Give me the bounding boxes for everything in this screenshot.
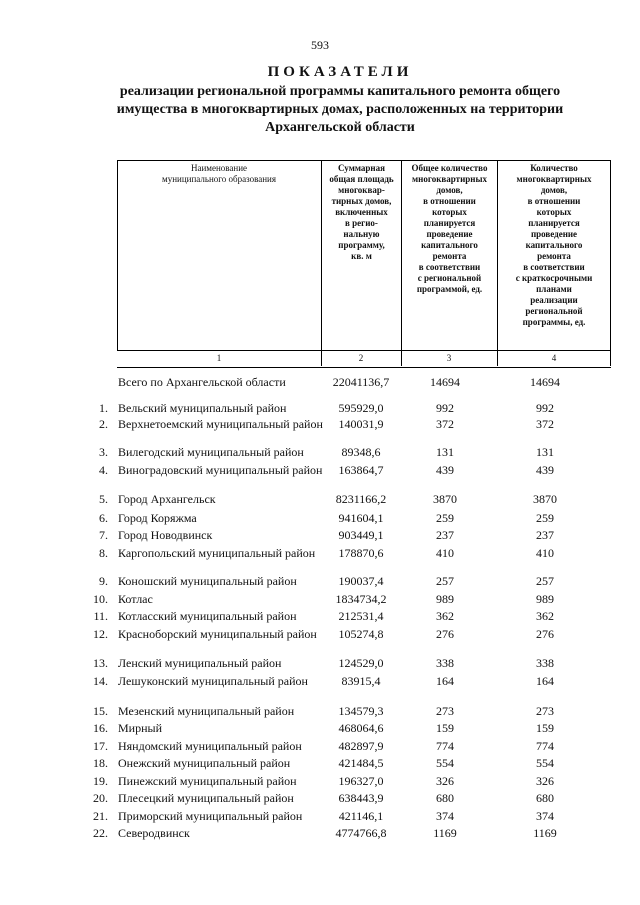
- row-area: 212531,4: [338, 609, 384, 623]
- row-total-houses: 989: [436, 592, 454, 606]
- row-short-houses: 259: [536, 511, 554, 525]
- row-number: 7.: [99, 528, 108, 542]
- row-name: Каргопольский муниципальный район: [118, 546, 316, 560]
- row-total-houses: 374: [436, 809, 454, 823]
- row-area: 83915,4: [341, 674, 381, 688]
- row-short-houses: 338: [536, 656, 554, 670]
- row-total-houses: 259: [436, 511, 454, 525]
- row-area: 421146,1: [338, 809, 384, 823]
- row-area: 421484,5: [338, 756, 384, 770]
- row-name: Котлас: [118, 592, 153, 606]
- row-name: Вельский муниципальный район: [118, 401, 287, 415]
- column-number: 2: [358, 353, 364, 363]
- header-total-houses: Общее количество многоквартирных домов, в отношении которых планируется проведение капитального ремонта в соответствии с региональной программой, ед.: [401, 161, 497, 366]
- row-short-houses: 374: [536, 809, 554, 823]
- row-name: Мирный: [118, 721, 162, 735]
- row-name: Северодвинск: [118, 826, 190, 840]
- row-number: 14.: [93, 674, 108, 688]
- row-number: 9.: [99, 574, 108, 588]
- column-number: 4: [551, 353, 557, 363]
- row-name: Лешуконский муниципальный район: [118, 674, 308, 688]
- row-area: 468064,6: [338, 721, 384, 735]
- row-area: 196327,0: [338, 774, 384, 788]
- row-short-houses: 131: [536, 445, 554, 459]
- page-number: 593: [311, 38, 329, 52]
- column-number: 3: [446, 353, 452, 363]
- row-short-houses: 164: [536, 674, 554, 688]
- row-number: 3.: [99, 445, 108, 459]
- row-short-houses: 372: [536, 417, 554, 431]
- row-total-houses: 14694: [430, 375, 460, 389]
- row-number: 12.: [93, 627, 108, 641]
- row-short-houses: 273: [536, 704, 554, 718]
- row-name: Приморский муниципальный район: [118, 809, 303, 823]
- row-area: 124529,0: [338, 656, 384, 670]
- row-number: 20.: [93, 791, 108, 805]
- row-total-houses: 131: [436, 445, 454, 459]
- row-total-houses: 257: [436, 574, 454, 588]
- row-total-houses: 439: [436, 463, 454, 477]
- row-number: 18.: [93, 756, 108, 770]
- title-main: ПОКАЗАТЕЛИ: [267, 64, 413, 80]
- row-total-houses: 164: [436, 674, 454, 688]
- row-short-houses: 14694: [530, 375, 560, 389]
- row-short-houses: 276: [536, 627, 554, 641]
- header-short-term-houses: Количество многоквартирных домов, в отношении которых планируется проведение капитального ремонта в соответствии с краткосрочными планами реализации региональной программы, ед.: [497, 161, 611, 366]
- row-name: Верхнетоемский муниципальный район: [118, 417, 323, 431]
- row-area: 89348,6: [341, 445, 381, 459]
- header-number-row: [117, 350, 611, 368]
- row-name: Город Коряжма: [118, 511, 197, 525]
- row-name: Город Архангельск: [118, 492, 216, 506]
- row-total-houses: 326: [436, 774, 454, 788]
- title-line-1: реализации региональной программы капитального ремонта общего: [119, 84, 561, 99]
- row-short-houses: 237: [536, 528, 554, 542]
- row-number: 5.: [99, 492, 108, 506]
- title-line-3: Архангельской области: [265, 120, 415, 135]
- row-number: 17.: [93, 739, 108, 753]
- row-area: 190037,4: [338, 574, 384, 588]
- row-number: 10.: [93, 592, 108, 606]
- row-area: 22041136,7: [332, 375, 390, 389]
- row-total-houses: 992: [436, 401, 454, 415]
- row-area: 595929,0: [338, 401, 384, 415]
- row-number: 22.: [93, 826, 108, 840]
- row-short-houses: 159: [536, 721, 554, 735]
- row-area: 941604,1: [338, 511, 384, 525]
- row-short-houses: 680: [536, 791, 554, 805]
- column-number: 1: [216, 353, 222, 363]
- row-number: 13.: [93, 656, 108, 670]
- row-short-houses: 774: [536, 739, 554, 753]
- row-area: 178870,6: [338, 546, 384, 560]
- row-number: 15.: [93, 704, 108, 718]
- row-total-houses: 237: [436, 528, 454, 542]
- row-name: Котласский муниципальный район: [118, 609, 297, 623]
- row-name: Виноградовский муниципальный район: [118, 463, 323, 477]
- row-number: 2.: [99, 417, 108, 431]
- row-total-houses: 1169: [433, 826, 457, 840]
- header-municipality: Наименование муниципального образования: [162, 163, 276, 184]
- row-name: Ленский муниципальный район: [118, 656, 282, 670]
- row-area: 140031,9: [338, 417, 384, 431]
- row-number: 1.: [99, 401, 108, 415]
- row-total-houses: 273: [436, 704, 454, 718]
- row-area: 638443,9: [338, 791, 384, 805]
- row-area: 1834734,2: [335, 592, 387, 606]
- title-line-2: имущества в многоквартирных домах, расположенных на территории: [116, 102, 564, 117]
- row-number: 21.: [93, 809, 108, 823]
- row-number: 16.: [93, 721, 108, 735]
- row-name: Красноборский муниципальный район: [118, 627, 317, 641]
- row-number: 11.: [93, 609, 108, 623]
- row-short-houses: 439: [536, 463, 554, 477]
- row-total-houses: 3870: [433, 492, 457, 506]
- row-area: 105274,8: [338, 627, 384, 641]
- row-total-houses: 372: [436, 417, 454, 431]
- row-name: Коношский муниципальный район: [118, 574, 297, 588]
- row-name: Город Новодвинск: [118, 528, 213, 542]
- row-total-houses: 774: [436, 739, 454, 753]
- row-short-houses: 554: [536, 756, 554, 770]
- row-short-houses: 410: [536, 546, 554, 560]
- row-number: 4.: [99, 463, 108, 477]
- row-short-houses: 326: [536, 774, 554, 788]
- row-number: 19.: [93, 774, 108, 788]
- row-area: 4774766,8: [335, 826, 387, 840]
- table-header: [117, 160, 611, 366]
- row-name: Пинежский муниципальный район: [118, 774, 297, 788]
- row-number: 6.: [99, 511, 108, 525]
- row-area: 163864,7: [338, 463, 384, 477]
- row-area: 8231166,2: [335, 492, 387, 506]
- row-total-houses: 159: [436, 721, 454, 735]
- row-total-houses: 680: [436, 791, 454, 805]
- row-short-houses: 1169: [533, 826, 557, 840]
- header-total-area: Суммарная общая площадь многоквар- тирных домов, включенных в регио- нальную программу, кв. м: [321, 161, 401, 366]
- row-name: Плесецкий муниципальный район: [118, 791, 294, 805]
- row-name: Всего по Архангельской области: [118, 375, 286, 389]
- row-short-houses: 257: [536, 574, 554, 588]
- row-short-houses: 362: [536, 609, 554, 623]
- row-short-houses: 3870: [533, 492, 557, 506]
- row-area: 903449,1: [338, 528, 384, 542]
- row-area: 134579,3: [338, 704, 384, 718]
- row-total-houses: 338: [436, 656, 454, 670]
- row-name: Вилегодский муниципальный район: [118, 445, 304, 459]
- row-short-houses: 992: [536, 401, 554, 415]
- row-area: 482897,9: [338, 739, 384, 753]
- document-title: [60, 64, 620, 137]
- row-number: 8.: [99, 546, 108, 560]
- row-name: Мезенский муниципальный район: [118, 704, 295, 718]
- row-name: Няндомский муниципальный район: [118, 739, 302, 753]
- row-total-houses: 362: [436, 609, 454, 623]
- row-total-houses: 554: [436, 756, 454, 770]
- row-short-houses: 989: [536, 592, 554, 606]
- row-total-houses: 410: [436, 546, 454, 560]
- row-name: Онежский муниципальный район: [118, 756, 291, 770]
- row-total-houses: 276: [436, 627, 454, 641]
